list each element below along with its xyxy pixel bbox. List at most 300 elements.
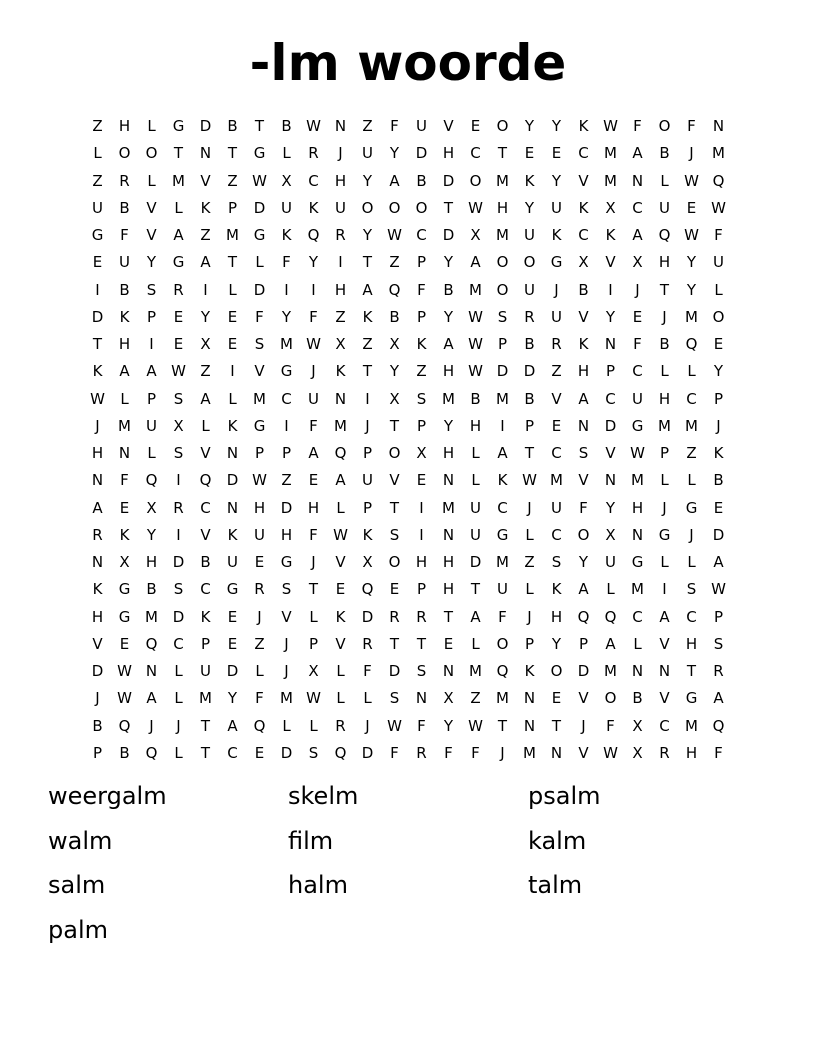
grid-letter: N [145, 662, 158, 681]
grid-letter: O [577, 525, 590, 544]
grid-letter: J [689, 144, 694, 163]
grid-letter: F [363, 662, 372, 681]
grid-letter: L [174, 689, 183, 708]
grid-letter: G [496, 525, 509, 544]
grid-letter: H [469, 416, 482, 435]
grid-letter: Z [92, 117, 103, 136]
grid-letter: D [253, 198, 266, 217]
grid-letter: A [632, 226, 643, 245]
grid-letter: K [551, 226, 562, 245]
grid-letter: A [578, 389, 589, 408]
grid-letter: V [578, 471, 589, 490]
grid-letter: G [253, 226, 266, 245]
grid-letter: L [309, 716, 318, 735]
grid-letter: W [171, 362, 186, 381]
grid-letter: R [659, 743, 670, 762]
grid-letter: M [631, 471, 644, 490]
grid-letter: B [119, 743, 130, 762]
grid-letter: C [281, 389, 292, 408]
grid-letter: Q [334, 743, 347, 762]
grid-letter: D [280, 498, 293, 517]
grid-letter: L [363, 689, 372, 708]
grid-letter: D [523, 362, 536, 381]
grid-letter: H [118, 335, 131, 354]
grid-letter: M [496, 226, 509, 245]
grid-letter: K [200, 607, 211, 626]
grid-letter: J [311, 362, 316, 381]
grid-letter: S [686, 580, 697, 599]
grid-letter: T [227, 253, 238, 272]
grid-letter: Z [254, 634, 265, 653]
grid-letter: N [226, 498, 239, 517]
grid-letter: Q [307, 226, 320, 245]
grid-letter: I [284, 416, 289, 435]
grid-letter: Y [362, 226, 373, 245]
grid-letter: H [334, 171, 347, 190]
grid-row [84, 440, 732, 467]
grid-letter: P [200, 634, 211, 653]
grid-row [84, 549, 732, 576]
grid-letter: E [92, 253, 103, 272]
grid-letter: S [416, 662, 427, 681]
grid-letter: V [200, 525, 211, 544]
grid-letter: V [146, 198, 157, 217]
grid-letter: T [524, 444, 535, 463]
grid-letter: L [660, 471, 669, 490]
grid-letter: J [662, 307, 667, 326]
grid-letter: X [578, 253, 589, 272]
grid-letter: U [254, 525, 265, 544]
grid-letter: G [253, 144, 266, 163]
grid-letter: Q [496, 662, 509, 681]
grid-letter: Y [146, 525, 157, 544]
grid-letter: F [471, 743, 480, 762]
grid-letter: F [687, 117, 696, 136]
grid-letter: K [578, 117, 589, 136]
grid-row [84, 713, 732, 740]
grid-letter: L [471, 444, 480, 463]
grid-letter: H [658, 253, 671, 272]
grid-letter: W [306, 689, 321, 708]
page-title: -lm woorde [249, 34, 567, 92]
grid-letter: C [686, 389, 697, 408]
grid-letter: P [227, 198, 238, 217]
grid-letter: M [172, 171, 185, 190]
grid-letter: Q [388, 280, 401, 299]
grid-letter: M [145, 607, 158, 626]
grid-letter: D [442, 226, 455, 245]
grid-letter: K [605, 226, 616, 245]
grid-letter: Y [362, 171, 373, 190]
grid-letter: T [389, 634, 400, 653]
grid-letter: R [416, 743, 427, 762]
grid-letter: U [551, 307, 562, 326]
grid-letter: Y [686, 253, 697, 272]
grid-letter: D [442, 171, 455, 190]
grid-letter: O [118, 144, 131, 163]
grid-letter: V [335, 553, 346, 572]
word-list-item: walm [48, 826, 113, 855]
grid-letter: W [333, 525, 348, 544]
grid-letter: C [632, 607, 643, 626]
letter-grid [84, 113, 732, 767]
grid-letter: F [309, 525, 318, 544]
grid-letter: P [362, 498, 373, 517]
grid-letter: G [118, 580, 131, 599]
grid-letter: W [117, 689, 132, 708]
grid-letter: F [633, 335, 642, 354]
grid-letter: Y [686, 280, 697, 299]
grid-letter: Y [227, 689, 238, 708]
grid-letter: Q [604, 607, 617, 626]
word-list-item: palm [48, 915, 108, 944]
grid-letter: B [227, 117, 238, 136]
grid-letter: M [469, 662, 482, 681]
grid-letter: G [685, 689, 698, 708]
grid-letter: M [496, 689, 509, 708]
grid-letter: X [632, 253, 643, 272]
grid-letter: X [119, 553, 130, 572]
grid-letter: B [119, 198, 130, 217]
grid-letter: U [659, 198, 670, 217]
grid-letter: L [255, 253, 264, 272]
grid-letter: F [714, 226, 723, 245]
word-list-item: psalm [528, 782, 601, 810]
grid-letter: C [173, 634, 184, 653]
grid-letter: T [92, 335, 103, 354]
grid-letter: L [228, 280, 237, 299]
grid-letter: Y [551, 634, 562, 653]
grid-letter: H [442, 362, 455, 381]
grid-letter: L [174, 198, 183, 217]
grid-letter: X [335, 335, 346, 354]
grid-letter: E [173, 335, 184, 354]
grid-letter: T [200, 743, 211, 762]
grid-row [84, 168, 732, 195]
grid-letter: O [604, 689, 617, 708]
grid-letter: U [524, 280, 535, 299]
grid-letter: J [635, 280, 640, 299]
grid-letter: T [254, 117, 265, 136]
grid-letter: X [200, 335, 211, 354]
grid-letter: B [713, 471, 724, 490]
grid-letter: S [254, 335, 265, 354]
grid-letter: D [91, 307, 104, 326]
grid-letter: E [470, 117, 481, 136]
grid-letter: F [255, 307, 264, 326]
grid-letter: D [361, 607, 374, 626]
grid-letter: Z [416, 362, 427, 381]
grid-letter: S [578, 444, 589, 463]
grid-letter: H [253, 498, 266, 517]
grid-letter: W [603, 117, 618, 136]
grid-letter: F [606, 716, 615, 735]
grid-letter: K [524, 662, 535, 681]
grid-letter: H [658, 389, 671, 408]
grid-letter: T [470, 580, 481, 599]
grid-letter: I [662, 580, 667, 599]
grid-row [84, 277, 732, 304]
grid-letter: V [578, 171, 589, 190]
grid-letter: P [713, 607, 724, 626]
grid-letter: R [308, 144, 319, 163]
grid-letter: Y [443, 307, 454, 326]
grid-letter: K [335, 607, 346, 626]
grid-letter: F [255, 689, 264, 708]
grid-letter: H [442, 444, 455, 463]
grid-letter: D [172, 607, 185, 626]
grid-letter: A [200, 389, 211, 408]
grid-letter: U [632, 389, 643, 408]
grid-letter: F [309, 416, 318, 435]
grid-letter: M [469, 280, 482, 299]
grid-letter: S [173, 444, 184, 463]
grid-letter: U [335, 198, 346, 217]
grid-letter: L [606, 580, 615, 599]
grid-letter: Y [200, 307, 211, 326]
grid-letter: L [201, 416, 210, 435]
grid-letter: W [684, 226, 699, 245]
grid-letter: I [419, 525, 424, 544]
grid-letter: N [415, 689, 428, 708]
grid-letter: U [605, 553, 616, 572]
grid-letter: Z [227, 171, 238, 190]
grid-letter: W [306, 335, 321, 354]
grid-letter: D [226, 471, 239, 490]
grid-letter: R [173, 498, 184, 517]
grid-letter: N [631, 525, 644, 544]
grid-row [84, 740, 732, 767]
grid-letter: K [713, 444, 724, 463]
grid-letter: M [199, 689, 212, 708]
grid-letter: D [415, 144, 428, 163]
grid-letter: H [334, 280, 347, 299]
grid-letter: W [603, 743, 618, 762]
grid-letter: Y [551, 171, 562, 190]
grid-letter: Y [308, 253, 319, 272]
grid-letter: X [443, 689, 454, 708]
grid-letter: K [92, 580, 103, 599]
grid-letter: W [630, 444, 645, 463]
grid-letter: Z [686, 444, 697, 463]
grid-letter: U [362, 471, 373, 490]
grid-letter: I [95, 280, 100, 299]
grid-letter: M [685, 416, 698, 435]
grid-letter: Y [578, 553, 589, 572]
grid-letter: N [604, 335, 617, 354]
grid-letter: L [687, 362, 696, 381]
grid-letter: J [365, 416, 370, 435]
grid-letter: S [146, 280, 157, 299]
grid-letter: N [658, 662, 671, 681]
grid-letter: G [280, 362, 293, 381]
grid-letter: D [172, 553, 185, 572]
grid-letter: B [119, 280, 130, 299]
grid-letter: E [551, 689, 562, 708]
grid-letter: H [118, 117, 131, 136]
grid-letter: G [172, 117, 185, 136]
grid-letter: L [282, 716, 291, 735]
grid-letter: I [230, 362, 235, 381]
grid-letter: G [631, 553, 644, 572]
grid-letter: V [146, 226, 157, 245]
grid-row [84, 195, 732, 222]
grid-letter: L [336, 662, 345, 681]
grid-letter: M [712, 144, 725, 163]
grid-letter: O [496, 253, 509, 272]
grid-letter: R [119, 171, 130, 190]
grid-letter: A [335, 471, 346, 490]
grid-letter: T [362, 362, 373, 381]
grid-letter: K [578, 335, 589, 354]
grid-letter: A [92, 498, 103, 517]
grid-letter: H [442, 144, 455, 163]
grid-letter: U [470, 498, 481, 517]
grid-letter: D [712, 525, 725, 544]
grid-letter: U [470, 525, 481, 544]
grid-letter: J [284, 662, 289, 681]
grid-letter: E [416, 471, 427, 490]
grid-letter: M [118, 416, 131, 435]
grid-letter: Z [362, 117, 373, 136]
grid-letter: T [416, 634, 427, 653]
grid-row [84, 140, 732, 167]
grid-letter: A [146, 362, 157, 381]
grid-row [84, 222, 732, 249]
grid-row [84, 113, 732, 140]
grid-letter: L [633, 634, 642, 653]
grid-letter: V [578, 307, 589, 326]
grid-letter: Z [362, 335, 373, 354]
grid-letter: P [524, 634, 535, 653]
grid-letter: S [713, 634, 724, 653]
grid-letter: Y [443, 253, 454, 272]
grid-letter: G [631, 416, 644, 435]
grid-letter: V [281, 607, 292, 626]
grid-letter: K [362, 307, 373, 326]
grid-letter: Y [551, 117, 562, 136]
grid-letter: A [713, 689, 724, 708]
grid-letter: C [578, 226, 589, 245]
grid-row [84, 304, 732, 331]
grid-letter: E [227, 607, 238, 626]
grid-letter: F [120, 471, 129, 490]
grid-letter: L [687, 471, 696, 490]
grid-letter: D [361, 743, 374, 762]
grid-letter: U [524, 226, 535, 245]
grid-letter: C [200, 580, 211, 599]
grid-row [84, 386, 732, 413]
grid-letter: Z [524, 553, 535, 572]
grid-letter: M [280, 689, 293, 708]
grid-letter: N [442, 471, 455, 490]
grid-letter: O [550, 662, 563, 681]
grid-letter: L [255, 662, 264, 681]
grid-letter: H [415, 553, 428, 572]
grid-letter: W [306, 117, 321, 136]
grid-letter: M [334, 416, 347, 435]
grid-letter: A [470, 607, 481, 626]
word-list-item: talm [528, 871, 583, 899]
grid-letter: N [523, 716, 536, 735]
grid-letter: C [632, 198, 643, 217]
grid-letter: V [254, 362, 265, 381]
grid-letter: B [389, 307, 400, 326]
grid-letter: G [226, 580, 239, 599]
grid-letter: D [496, 362, 509, 381]
grid-row [84, 358, 732, 385]
grid-letter: U [551, 198, 562, 217]
word-list-item: halm [288, 871, 348, 899]
grid-letter: T [200, 716, 211, 735]
grid-letter: L [174, 743, 183, 762]
grid-letter: E [227, 634, 238, 653]
grid-row [84, 685, 732, 712]
grid-letter: Q [334, 444, 347, 463]
grid-letter: X [362, 553, 373, 572]
grid-letter: B [524, 335, 535, 354]
grid-letter: P [524, 416, 535, 435]
grid-letter: B [92, 716, 103, 735]
grid-letter: R [254, 580, 265, 599]
grid-letter: C [416, 226, 427, 245]
grid-letter: H [685, 743, 698, 762]
grid-letter: L [120, 389, 129, 408]
grid-letter: Z [200, 226, 211, 245]
grid-letter: J [284, 634, 289, 653]
grid-letter: Q [145, 634, 158, 653]
grid-letter: V [200, 171, 211, 190]
grid-letter: V [659, 689, 670, 708]
grid-letter: B [146, 580, 157, 599]
grid-letter: M [226, 226, 239, 245]
grid-letter: D [469, 553, 482, 572]
grid-letter: E [227, 307, 238, 326]
grid-letter: N [442, 662, 455, 681]
grid-letter: C [200, 498, 211, 517]
grid-letter: H [577, 362, 590, 381]
grid-letter: J [662, 498, 667, 517]
grid-letter: B [632, 689, 643, 708]
grid-letter: U [416, 117, 427, 136]
grid-letter: E [227, 335, 238, 354]
grid-letter: L [147, 444, 156, 463]
grid-letter: L [147, 171, 156, 190]
grid-letter: Q [577, 607, 590, 626]
word-list-item: skelm [288, 782, 359, 810]
grid-letter: K [497, 471, 508, 490]
grid-letter: P [416, 253, 427, 272]
grid-letter: Z [551, 362, 562, 381]
grid-letter: W [468, 307, 483, 326]
grid-letter: N [550, 743, 563, 762]
grid-letter: S [497, 307, 508, 326]
grid-letter: F [120, 226, 129, 245]
grid-letter: I [176, 525, 181, 544]
grid-letter: R [335, 716, 346, 735]
grid-letter: K [200, 198, 211, 217]
grid-letter: A [362, 280, 373, 299]
grid-letter: I [149, 335, 154, 354]
grid-row [84, 495, 732, 522]
grid-letter: K [119, 525, 130, 544]
grid-letter: I [365, 389, 370, 408]
grid-letter: B [524, 389, 535, 408]
grid-letter: Q [658, 226, 671, 245]
grid-letter: N [91, 553, 104, 572]
grid-letter: Q [145, 743, 158, 762]
grid-letter: J [689, 525, 694, 544]
